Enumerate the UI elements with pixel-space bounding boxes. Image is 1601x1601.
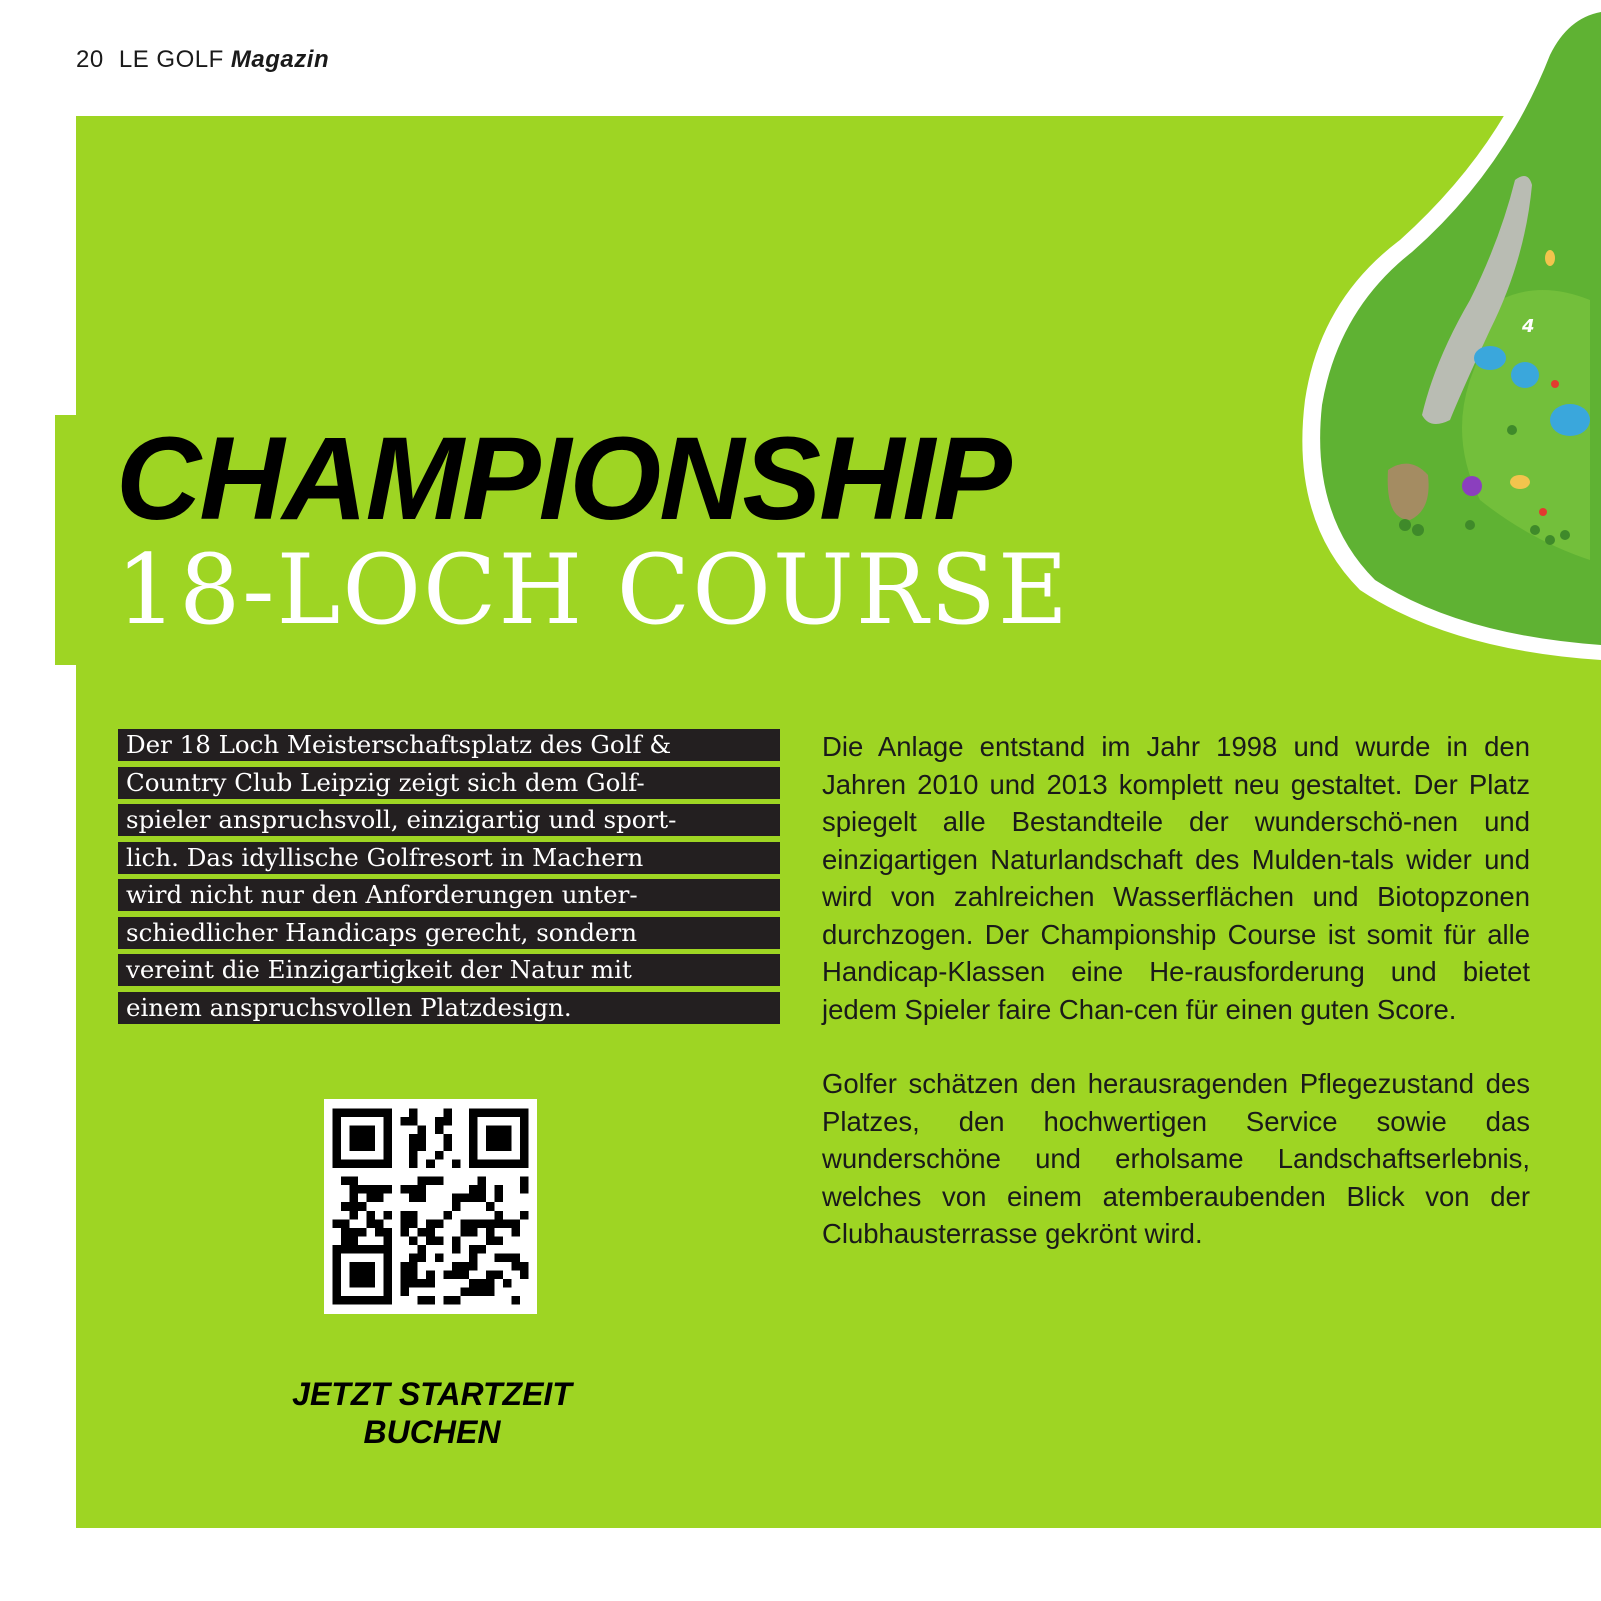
body-text — [822, 728, 1530, 1253]
cta-line: JETZT STARTZEIT — [292, 1376, 572, 1412]
magazine-label: Magazin — [230, 46, 330, 73]
intro-line: lich. Das idyllische Golfresort in Machern — [118, 842, 780, 874]
water-pond — [1511, 362, 1539, 388]
intro-line: einem anspruchsvollen Platzdesign. — [118, 992, 780, 1024]
title-tab — [55, 415, 85, 665]
intro-line: wird nicht nur den Anforderungen unter- — [118, 879, 780, 911]
course-map-illustration — [1300, 0, 1601, 660]
hole-number: 4 — [1522, 316, 1535, 337]
bunker — [1510, 475, 1530, 489]
flag-marker — [1539, 508, 1547, 516]
tree — [1399, 519, 1411, 531]
tree — [1530, 525, 1540, 535]
intro-line: Der 18 Loch Meisterschaftsplatz des Golf & — [118, 729, 780, 761]
title-main: CHAMPIONSHIP — [116, 413, 1010, 545]
purple-marker — [1462, 476, 1482, 496]
tree — [1560, 530, 1570, 540]
intro-line: vereint die Einzigartigkeit der Natur mit — [118, 954, 780, 986]
intro-line: Country Club Leipzig zeigt sich dem Golf- — [118, 767, 780, 799]
page-header — [76, 46, 329, 74]
tree — [1507, 425, 1517, 435]
tree — [1545, 535, 1555, 545]
cta-line: BUCHEN — [363, 1414, 501, 1450]
intro-text — [118, 729, 780, 1029]
title-sub: 18-LOCH COURSE — [116, 534, 1070, 646]
body-paragraph: Golfer schätzen den herausragenden Pflegezustand des Platzes, den hochwertigen Service sowie das wunderschöne und erholsame Landschaftserlebnis, welches von einem atemberaubenden Blick von der Clubhausterrasse gekrönt wird. — [822, 1068, 1530, 1249]
intro-line: spieler anspruchsvoll, einzigartig und sport- — [118, 804, 780, 836]
tree — [1412, 524, 1424, 536]
publication-name: LE GOLF — [118, 46, 224, 73]
qr-code[interactable] — [324, 1099, 537, 1314]
water-pond — [1550, 404, 1590, 436]
tree — [1465, 520, 1475, 530]
flag-marker — [1551, 380, 1559, 388]
body-paragraph: Die Anlage entstand im Jahr 1998 und wurde in den Jahren 2010 und 2013 komplett neu gestaltet. Der Platz spiegelt alle Bestandteile der wunderschö-nen und einzigartigen Naturlandschaft des Mulden-tals wider und wird von zahlreichen Wasserflächen und Biotopzonen durchzogen. Der Championship Course ist somit für alle Handicap-Klassen eine He-rausforderung und bietet jedem Spieler faire Chan-cen für einen guten Score. — [822, 731, 1530, 1025]
book-tee-time-cta[interactable] — [244, 1375, 620, 1451]
qr-code-graphic — [324, 1099, 537, 1314]
intro-line: schiedlicher Handicaps gerecht, sondern — [118, 917, 780, 949]
bunker — [1545, 250, 1555, 266]
page-number: 20 — [76, 46, 104, 73]
water-pond — [1474, 346, 1506, 370]
